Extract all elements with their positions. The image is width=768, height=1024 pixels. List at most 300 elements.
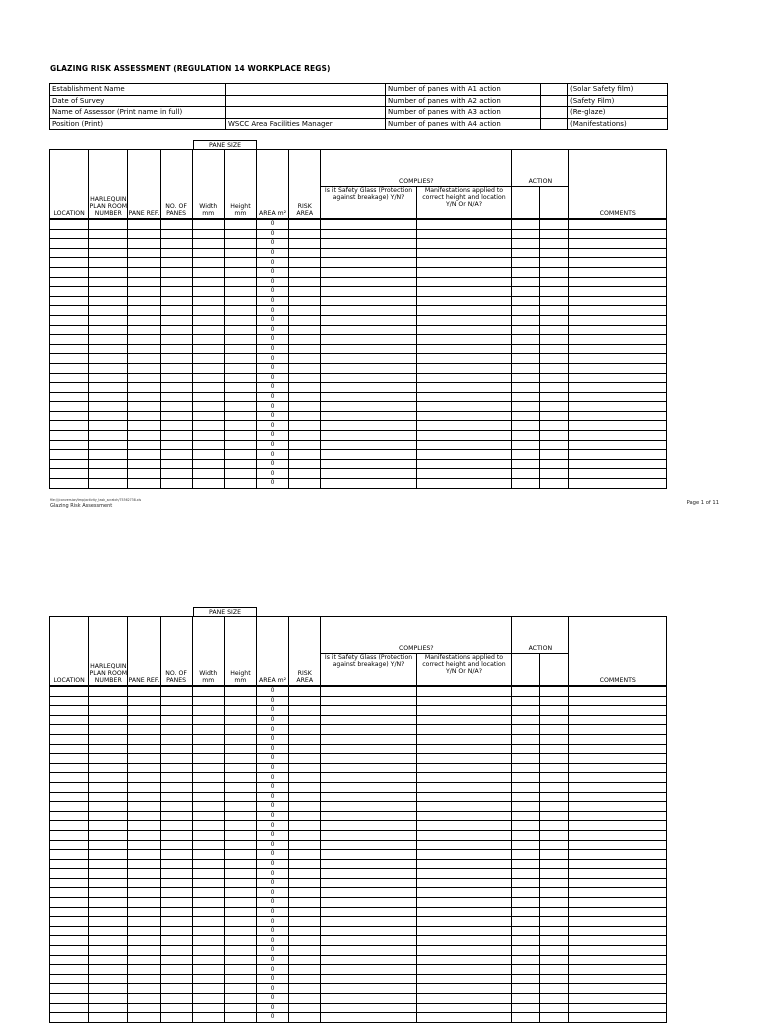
safety-glass-cell[interactable] — [321, 219, 416, 229]
safety-glass-cell[interactable] — [321, 763, 416, 773]
manifestations-cell[interactable] — [416, 1003, 511, 1013]
action-code-cell[interactable] — [540, 277, 569, 287]
pane-ref-cell[interactable] — [128, 936, 160, 946]
risk-area-cell[interactable] — [289, 411, 321, 421]
comments-cell[interactable] — [569, 325, 667, 335]
pane-ref-cell[interactable] — [128, 459, 160, 469]
action-code-cell[interactable] — [540, 754, 569, 764]
height-cell[interactable] — [224, 469, 256, 479]
action-cell[interactable] — [512, 431, 540, 441]
action-code-cell[interactable] — [540, 859, 569, 869]
room-number-cell[interactable] — [89, 763, 128, 773]
width-cell[interactable] — [192, 363, 224, 373]
risk-area-cell[interactable] — [289, 354, 321, 364]
room-number-cell[interactable] — [89, 715, 128, 725]
width-cell[interactable] — [192, 219, 224, 229]
location-cell[interactable] — [50, 715, 89, 725]
action-cell[interactable] — [512, 984, 540, 994]
action-cell[interactable] — [512, 811, 540, 821]
no-of-panes-cell[interactable] — [160, 373, 192, 383]
no-of-panes-cell[interactable] — [160, 782, 192, 792]
safety-glass-cell[interactable] — [321, 248, 416, 258]
no-of-panes-cell[interactable] — [160, 888, 192, 898]
safety-glass-cell[interactable] — [321, 344, 416, 354]
width-cell[interactable] — [192, 383, 224, 393]
risk-area-cell[interactable] — [289, 479, 321, 489]
room-number-cell[interactable] — [89, 984, 128, 994]
location-cell[interactable] — [50, 821, 89, 831]
manifestations-cell[interactable] — [416, 994, 511, 1004]
action-cell[interactable] — [512, 402, 540, 412]
width-cell[interactable] — [192, 725, 224, 735]
risk-area-cell[interactable] — [289, 994, 321, 1004]
info-value-field[interactable] — [226, 95, 386, 107]
action-code-cell[interactable] — [540, 840, 569, 850]
risk-area-cell[interactable] — [289, 878, 321, 888]
action-cell[interactable] — [512, 888, 540, 898]
width-cell[interactable] — [192, 248, 224, 258]
no-of-panes-cell[interactable] — [160, 946, 192, 956]
action-cell[interactable] — [512, 296, 540, 306]
height-cell[interactable] — [224, 754, 256, 764]
location-cell[interactable] — [50, 888, 89, 898]
room-number-cell[interactable] — [89, 811, 128, 821]
action-cell[interactable] — [512, 335, 540, 345]
width-cell[interactable] — [192, 440, 224, 450]
no-of-panes-cell[interactable] — [160, 811, 192, 821]
height-cell[interactable] — [224, 440, 256, 450]
safety-glass-cell[interactable] — [321, 888, 416, 898]
pane-ref-cell[interactable] — [128, 754, 160, 764]
action-count-field[interactable] — [541, 107, 568, 119]
comments-cell[interactable] — [569, 965, 667, 975]
room-number-cell[interactable] — [89, 296, 128, 306]
room-number-cell[interactable] — [89, 686, 128, 696]
action-code-cell[interactable] — [540, 1003, 569, 1013]
manifestations-cell[interactable] — [416, 440, 511, 450]
pane-ref-cell[interactable] — [128, 974, 160, 984]
pane-ref-cell[interactable] — [128, 696, 160, 706]
room-number-cell[interactable] — [89, 440, 128, 450]
safety-glass-cell[interactable] — [321, 744, 416, 754]
action-code-cell[interactable] — [540, 325, 569, 335]
room-number-cell[interactable] — [89, 782, 128, 792]
risk-area-cell[interactable] — [289, 421, 321, 431]
risk-area-cell[interactable] — [289, 258, 321, 268]
location-cell[interactable] — [50, 258, 89, 268]
pane-ref-cell[interactable] — [128, 1003, 160, 1013]
width-cell[interactable] — [192, 974, 224, 984]
manifestations-cell[interactable] — [416, 878, 511, 888]
action-cell[interactable] — [512, 440, 540, 450]
pane-ref-cell[interactable] — [128, 859, 160, 869]
manifestations-cell[interactable] — [416, 792, 511, 802]
height-cell[interactable] — [224, 706, 256, 716]
manifestations-cell[interactable] — [416, 363, 511, 373]
action-cell[interactable] — [512, 926, 540, 936]
pane-ref-cell[interactable] — [128, 258, 160, 268]
safety-glass-cell[interactable] — [321, 402, 416, 412]
safety-glass-cell[interactable] — [321, 239, 416, 249]
no-of-panes-cell[interactable] — [160, 440, 192, 450]
action-cell[interactable] — [512, 421, 540, 431]
location-cell[interactable] — [50, 277, 89, 287]
width-cell[interactable] — [192, 994, 224, 1004]
height-cell[interactable] — [224, 459, 256, 469]
manifestations-cell[interactable] — [416, 744, 511, 754]
width-cell[interactable] — [192, 421, 224, 431]
pane-ref-cell[interactable] — [128, 955, 160, 965]
width-cell[interactable] — [192, 715, 224, 725]
pane-ref-cell[interactable] — [128, 267, 160, 277]
height-cell[interactable] — [224, 792, 256, 802]
no-of-panes-cell[interactable] — [160, 267, 192, 277]
room-number-cell[interactable] — [89, 994, 128, 1004]
room-number-cell[interactable] — [89, 373, 128, 383]
risk-area-cell[interactable] — [289, 686, 321, 696]
no-of-panes-cell[interactable] — [160, 686, 192, 696]
location-cell[interactable] — [50, 248, 89, 258]
height-cell[interactable] — [224, 878, 256, 888]
height-cell[interactable] — [224, 267, 256, 277]
pane-ref-cell[interactable] — [128, 392, 160, 402]
height-cell[interactable] — [224, 277, 256, 287]
comments-cell[interactable] — [569, 888, 667, 898]
pane-ref-cell[interactable] — [128, 811, 160, 821]
manifestations-cell[interactable] — [416, 706, 511, 716]
location-cell[interactable] — [50, 315, 89, 325]
location-cell[interactable] — [50, 373, 89, 383]
pane-ref-cell[interactable] — [128, 421, 160, 431]
risk-area-cell[interactable] — [289, 850, 321, 860]
manifestations-cell[interactable] — [416, 277, 511, 287]
location-cell[interactable] — [50, 984, 89, 994]
risk-area-cell[interactable] — [289, 306, 321, 316]
location-cell[interactable] — [50, 344, 89, 354]
safety-glass-cell[interactable] — [321, 440, 416, 450]
comments-cell[interactable] — [569, 811, 667, 821]
risk-area-cell[interactable] — [289, 219, 321, 229]
no-of-panes-cell[interactable] — [160, 715, 192, 725]
comments-cell[interactable] — [569, 229, 667, 239]
comments-cell[interactable] — [569, 277, 667, 287]
action-code-cell[interactable] — [540, 898, 569, 908]
location-cell[interactable] — [50, 325, 89, 335]
width-cell[interactable] — [192, 946, 224, 956]
action-code-cell[interactable] — [540, 335, 569, 345]
action-cell[interactable] — [512, 706, 540, 716]
pane-ref-cell[interactable] — [128, 878, 160, 888]
risk-area-cell[interactable] — [289, 744, 321, 754]
comments-cell[interactable] — [569, 984, 667, 994]
location-cell[interactable] — [50, 450, 89, 460]
action-code-cell[interactable] — [540, 479, 569, 489]
action-count-field[interactable] — [541, 84, 568, 96]
width-cell[interactable] — [192, 344, 224, 354]
comments-cell[interactable] — [569, 802, 667, 812]
no-of-panes-cell[interactable] — [160, 965, 192, 975]
height-cell[interactable] — [224, 1003, 256, 1013]
risk-area-cell[interactable] — [289, 792, 321, 802]
width-cell[interactable] — [192, 229, 224, 239]
width-cell[interactable] — [192, 287, 224, 297]
room-number-cell[interactable] — [89, 869, 128, 879]
action-code-cell[interactable] — [540, 926, 569, 936]
risk-area-cell[interactable] — [289, 907, 321, 917]
comments-cell[interactable] — [569, 725, 667, 735]
width-cell[interactable] — [192, 325, 224, 335]
manifestations-cell[interactable] — [416, 219, 511, 229]
height-cell[interactable] — [224, 936, 256, 946]
manifestations-cell[interactable] — [416, 802, 511, 812]
width-cell[interactable] — [192, 888, 224, 898]
width-cell[interactable] — [192, 315, 224, 325]
action-code-cell[interactable] — [540, 936, 569, 946]
manifestations-cell[interactable] — [416, 1013, 511, 1023]
room-number-cell[interactable] — [89, 431, 128, 441]
room-number-cell[interactable] — [89, 421, 128, 431]
pane-ref-cell[interactable] — [128, 277, 160, 287]
action-cell[interactable] — [512, 459, 540, 469]
location-cell[interactable] — [50, 383, 89, 393]
location-cell[interactable] — [50, 850, 89, 860]
pane-ref-cell[interactable] — [128, 479, 160, 489]
action-code-cell[interactable] — [540, 383, 569, 393]
comments-cell[interactable] — [569, 878, 667, 888]
width-cell[interactable] — [192, 821, 224, 831]
risk-area-cell[interactable] — [289, 859, 321, 869]
width-cell[interactable] — [192, 1003, 224, 1013]
location-cell[interactable] — [50, 411, 89, 421]
no-of-panes-cell[interactable] — [160, 459, 192, 469]
location-cell[interactable] — [50, 1003, 89, 1013]
safety-glass-cell[interactable] — [321, 392, 416, 402]
comments-cell[interactable] — [569, 219, 667, 229]
width-cell[interactable] — [192, 1013, 224, 1023]
manifestations-cell[interactable] — [416, 840, 511, 850]
comments-cell[interactable] — [569, 744, 667, 754]
no-of-panes-cell[interactable] — [160, 773, 192, 783]
no-of-panes-cell[interactable] — [160, 287, 192, 297]
action-code-cell[interactable] — [540, 248, 569, 258]
height-cell[interactable] — [224, 686, 256, 696]
location-cell[interactable] — [50, 974, 89, 984]
width-cell[interactable] — [192, 296, 224, 306]
location-cell[interactable] — [50, 936, 89, 946]
safety-glass-cell[interactable] — [321, 686, 416, 696]
action-code-cell[interactable] — [540, 1013, 569, 1023]
action-cell[interactable] — [512, 354, 540, 364]
action-cell[interactable] — [512, 325, 540, 335]
manifestations-cell[interactable] — [416, 258, 511, 268]
width-cell[interactable] — [192, 431, 224, 441]
comments-cell[interactable] — [569, 1003, 667, 1013]
action-code-cell[interactable] — [540, 734, 569, 744]
safety-glass-cell[interactable] — [321, 354, 416, 364]
risk-area-cell[interactable] — [289, 239, 321, 249]
room-number-cell[interactable] — [89, 974, 128, 984]
action-cell[interactable] — [512, 878, 540, 888]
height-cell[interactable] — [224, 830, 256, 840]
action-code-cell[interactable] — [540, 421, 569, 431]
pane-ref-cell[interactable] — [128, 287, 160, 297]
room-number-cell[interactable] — [89, 267, 128, 277]
room-number-cell[interactable] — [89, 306, 128, 316]
room-number-cell[interactable] — [89, 965, 128, 975]
room-number-cell[interactable] — [89, 955, 128, 965]
room-number-cell[interactable] — [89, 744, 128, 754]
risk-area-cell[interactable] — [289, 782, 321, 792]
pane-ref-cell[interactable] — [128, 773, 160, 783]
room-number-cell[interactable] — [89, 479, 128, 489]
location-cell[interactable] — [50, 840, 89, 850]
height-cell[interactable] — [224, 744, 256, 754]
action-cell[interactable] — [512, 219, 540, 229]
location-cell[interactable] — [50, 696, 89, 706]
height-cell[interactable] — [224, 402, 256, 412]
no-of-panes-cell[interactable] — [160, 450, 192, 460]
width-cell[interactable] — [192, 459, 224, 469]
manifestations-cell[interactable] — [416, 421, 511, 431]
action-code-cell[interactable] — [540, 431, 569, 441]
action-cell[interactable] — [512, 306, 540, 316]
height-cell[interactable] — [224, 840, 256, 850]
comments-cell[interactable] — [569, 926, 667, 936]
risk-area-cell[interactable] — [289, 802, 321, 812]
height-cell[interactable] — [224, 946, 256, 956]
no-of-panes-cell[interactable] — [160, 219, 192, 229]
action-code-cell[interactable] — [540, 907, 569, 917]
action-cell[interactable] — [512, 898, 540, 908]
action-code-cell[interactable] — [540, 450, 569, 460]
safety-glass-cell[interactable] — [321, 306, 416, 316]
width-cell[interactable] — [192, 898, 224, 908]
height-cell[interactable] — [224, 392, 256, 402]
risk-area-cell[interactable] — [289, 277, 321, 287]
safety-glass-cell[interactable] — [321, 315, 416, 325]
action-cell[interactable] — [512, 383, 540, 393]
action-code-cell[interactable] — [540, 411, 569, 421]
manifestations-cell[interactable] — [416, 907, 511, 917]
risk-area-cell[interactable] — [289, 402, 321, 412]
action-code-cell[interactable] — [540, 782, 569, 792]
height-cell[interactable] — [224, 450, 256, 460]
width-cell[interactable] — [192, 686, 224, 696]
safety-glass-cell[interactable] — [321, 431, 416, 441]
location-cell[interactable] — [50, 830, 89, 840]
risk-area-cell[interactable] — [289, 431, 321, 441]
action-cell[interactable] — [512, 315, 540, 325]
room-number-cell[interactable] — [89, 878, 128, 888]
action-cell[interactable] — [512, 1003, 540, 1013]
manifestations-cell[interactable] — [416, 392, 511, 402]
pane-ref-cell[interactable] — [128, 792, 160, 802]
comments-cell[interactable] — [569, 898, 667, 908]
room-number-cell[interactable] — [89, 773, 128, 783]
height-cell[interactable] — [224, 1013, 256, 1023]
width-cell[interactable] — [192, 479, 224, 489]
height-cell[interactable] — [224, 248, 256, 258]
risk-area-cell[interactable] — [289, 811, 321, 821]
location-cell[interactable] — [50, 878, 89, 888]
pane-ref-cell[interactable] — [128, 782, 160, 792]
action-cell[interactable] — [512, 792, 540, 802]
pane-ref-cell[interactable] — [128, 706, 160, 716]
no-of-panes-cell[interactable] — [160, 1013, 192, 1023]
manifestations-cell[interactable] — [416, 763, 511, 773]
height-cell[interactable] — [224, 258, 256, 268]
action-code-cell[interactable] — [540, 773, 569, 783]
width-cell[interactable] — [192, 306, 224, 316]
manifestations-cell[interactable] — [416, 715, 511, 725]
manifestations-cell[interactable] — [416, 479, 511, 489]
height-cell[interactable] — [224, 802, 256, 812]
room-number-cell[interactable] — [89, 450, 128, 460]
info-value-field[interactable] — [226, 107, 386, 119]
action-code-cell[interactable] — [540, 706, 569, 716]
location-cell[interactable] — [50, 734, 89, 744]
pane-ref-cell[interactable] — [128, 888, 160, 898]
action-code-cell[interactable] — [540, 715, 569, 725]
height-cell[interactable] — [224, 296, 256, 306]
action-code-cell[interactable] — [540, 315, 569, 325]
width-cell[interactable] — [192, 850, 224, 860]
manifestations-cell[interactable] — [416, 325, 511, 335]
comments-cell[interactable] — [569, 440, 667, 450]
comments-cell[interactable] — [569, 994, 667, 1004]
height-cell[interactable] — [224, 821, 256, 831]
manifestations-cell[interactable] — [416, 431, 511, 441]
location-cell[interactable] — [50, 792, 89, 802]
no-of-panes-cell[interactable] — [160, 706, 192, 716]
no-of-panes-cell[interactable] — [160, 830, 192, 840]
height-cell[interactable] — [224, 373, 256, 383]
room-number-cell[interactable] — [89, 898, 128, 908]
comments-cell[interactable] — [569, 763, 667, 773]
action-code-cell[interactable] — [540, 802, 569, 812]
manifestations-cell[interactable] — [416, 821, 511, 831]
action-cell[interactable] — [512, 450, 540, 460]
height-cell[interactable] — [224, 994, 256, 1004]
room-number-cell[interactable] — [89, 277, 128, 287]
risk-area-cell[interactable] — [289, 946, 321, 956]
comments-cell[interactable] — [569, 479, 667, 489]
action-code-cell[interactable] — [540, 792, 569, 802]
pane-ref-cell[interactable] — [128, 431, 160, 441]
risk-area-cell[interactable] — [289, 830, 321, 840]
pane-ref-cell[interactable] — [128, 907, 160, 917]
comments-cell[interactable] — [569, 431, 667, 441]
room-number-cell[interactable] — [89, 248, 128, 258]
height-cell[interactable] — [224, 344, 256, 354]
safety-glass-cell[interactable] — [321, 296, 416, 306]
action-code-cell[interactable] — [540, 994, 569, 1004]
safety-glass-cell[interactable] — [321, 878, 416, 888]
comments-cell[interactable] — [569, 402, 667, 412]
action-cell[interactable] — [512, 859, 540, 869]
width-cell[interactable] — [192, 917, 224, 927]
no-of-panes-cell[interactable] — [160, 469, 192, 479]
height-cell[interactable] — [224, 965, 256, 975]
location-cell[interactable] — [50, 1013, 89, 1023]
action-code-cell[interactable] — [540, 744, 569, 754]
comments-cell[interactable] — [569, 840, 667, 850]
width-cell[interactable] — [192, 926, 224, 936]
action-cell[interactable] — [512, 258, 540, 268]
action-code-cell[interactable] — [540, 219, 569, 229]
comments-cell[interactable] — [569, 869, 667, 879]
risk-area-cell[interactable] — [289, 459, 321, 469]
